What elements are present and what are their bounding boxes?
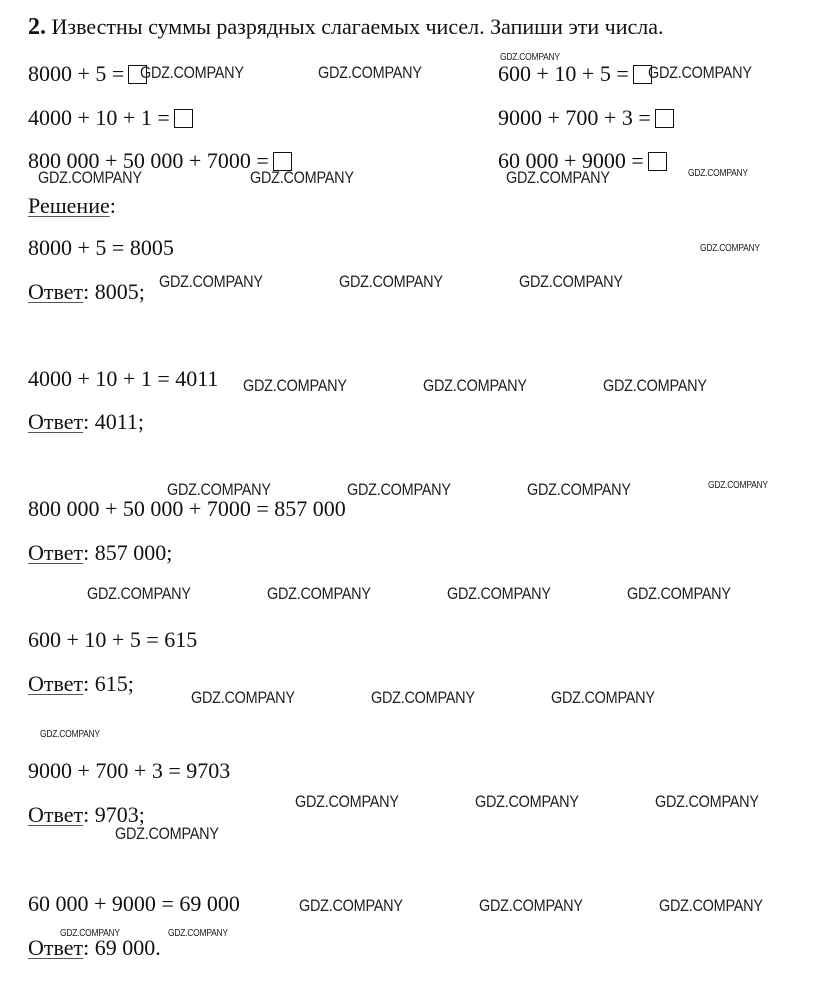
exercise-expression: 4000 + 10 + 1 =: [28, 105, 170, 130]
watermark: GDZ.COMPANY: [38, 168, 142, 187]
watermark: GDZ.COMPANY: [243, 376, 347, 395]
exercise-right-1: [498, 61, 652, 87]
solution-answer: [28, 279, 145, 305]
exercise-left-2: [28, 105, 193, 131]
answer-label: Ответ: [28, 540, 84, 565]
watermark: GDZ.COMPANY: [708, 480, 768, 491]
watermark: GDZ.COMPANY: [191, 688, 295, 707]
watermark: GDZ.COMPANY: [551, 688, 655, 707]
equation-text: 600 + 10 + 5 = 615: [28, 627, 198, 652]
task-heading: [28, 14, 664, 40]
answer-label: Ответ: [28, 671, 84, 696]
answer-value: : 8005;: [83, 279, 145, 304]
watermark: GDZ.COMPANY: [299, 896, 403, 915]
answer-box: [174, 109, 193, 128]
exercise-expression: 800 000 + 50 000 + 7000 =: [28, 148, 269, 173]
watermark: GDZ.COMPANY: [447, 584, 551, 603]
watermark: GDZ.COMPANY: [371, 688, 475, 707]
solution-equation: [28, 366, 218, 392]
exercise-right-2: [498, 105, 674, 131]
answer-label: Ответ: [28, 802, 84, 827]
answer-label: Ответ: [28, 409, 84, 434]
watermark: GDZ.COMPANY: [506, 168, 610, 187]
equation-text: 9000 + 700 + 3 = 9703: [28, 758, 231, 783]
watermark: GDZ.COMPANY: [475, 792, 579, 811]
exercise-expression: 600 + 10 + 5 =: [498, 61, 629, 86]
watermark: GDZ.COMPANY: [648, 63, 752, 82]
answer-value: : 857 000;: [83, 540, 173, 565]
watermark: GDZ.COMPANY: [347, 480, 451, 499]
watermark: GDZ.COMPANY: [318, 63, 422, 82]
exercise-expression: 9000 + 700 + 3 =: [498, 105, 651, 130]
watermark: GDZ.COMPANY: [423, 376, 527, 395]
exercise-left-1: [28, 61, 147, 87]
watermark: GDZ.COMPANY: [250, 168, 354, 187]
solution-heading: [28, 193, 116, 219]
watermark: GDZ.COMPANY: [339, 272, 443, 291]
solution-answer: [28, 671, 134, 697]
equation-text: 60 000 + 9000 = 69 000: [28, 891, 240, 916]
watermark: GDZ.COMPANY: [267, 584, 371, 603]
exercise-expression: 60 000 + 9000 =: [498, 148, 644, 173]
solution-answer: [28, 409, 144, 435]
answer-label: Ответ: [28, 279, 84, 304]
solution-equation: [28, 891, 240, 917]
answer-value: : 615;: [83, 671, 134, 696]
solution-heading-colon: :: [109, 193, 116, 218]
answer-box: [655, 109, 674, 128]
solution-equation: [28, 758, 230, 784]
solution-equation: [28, 235, 174, 261]
solution-heading-text: Решение: [28, 193, 110, 218]
watermark: GDZ.COMPANY: [688, 168, 748, 179]
task-text: Известны суммы разрядных слагаемых чисел. Запиши эти числа.: [51, 14, 664, 39]
watermark: GDZ.COMPANY: [603, 376, 707, 395]
watermark: GDZ.COMPANY: [479, 896, 583, 915]
equation-text: 800 000 + 50 000 + 7000 = 857 000: [28, 496, 346, 521]
watermark: GDZ.COMPANY: [295, 792, 399, 811]
watermark: GDZ.COMPANY: [167, 480, 271, 499]
answer-label: Ответ: [28, 935, 84, 960]
watermark: GDZ.COMPANY: [87, 584, 191, 603]
solution-answer: [28, 540, 172, 566]
solution-equation: [28, 627, 197, 653]
watermark: GDZ.COMPANY: [140, 63, 244, 82]
task-number: 2.: [28, 14, 46, 40]
watermark: GDZ.COMPANY: [627, 584, 731, 603]
watermark: GDZ.COMPANY: [659, 896, 763, 915]
watermark: GDZ.COMPANY: [655, 792, 759, 811]
answer-value: : 69 000.: [83, 935, 161, 960]
answer-value: : 4011;: [83, 409, 145, 434]
answer-value: : 9703;: [83, 802, 145, 827]
watermark: GDZ.COMPANY: [500, 52, 560, 63]
watermark: GDZ.COMPANY: [527, 480, 631, 499]
watermark: GDZ.COMPANY: [700, 243, 760, 254]
watermark: GDZ.COMPANY: [60, 928, 120, 939]
watermark: GDZ.COMPANY: [159, 272, 263, 291]
equation-text: 4000 + 10 + 1 = 4011: [28, 366, 219, 391]
equation-text: 8000 + 5 = 8005: [28, 235, 174, 260]
exercise-expression: 8000 + 5 =: [28, 61, 125, 86]
answer-box: [648, 152, 667, 171]
watermark: GDZ.COMPANY: [168, 928, 228, 939]
watermark: GDZ.COMPANY: [115, 824, 219, 843]
watermark: GDZ.COMPANY: [519, 272, 623, 291]
watermark: GDZ.COMPANY: [40, 729, 100, 740]
